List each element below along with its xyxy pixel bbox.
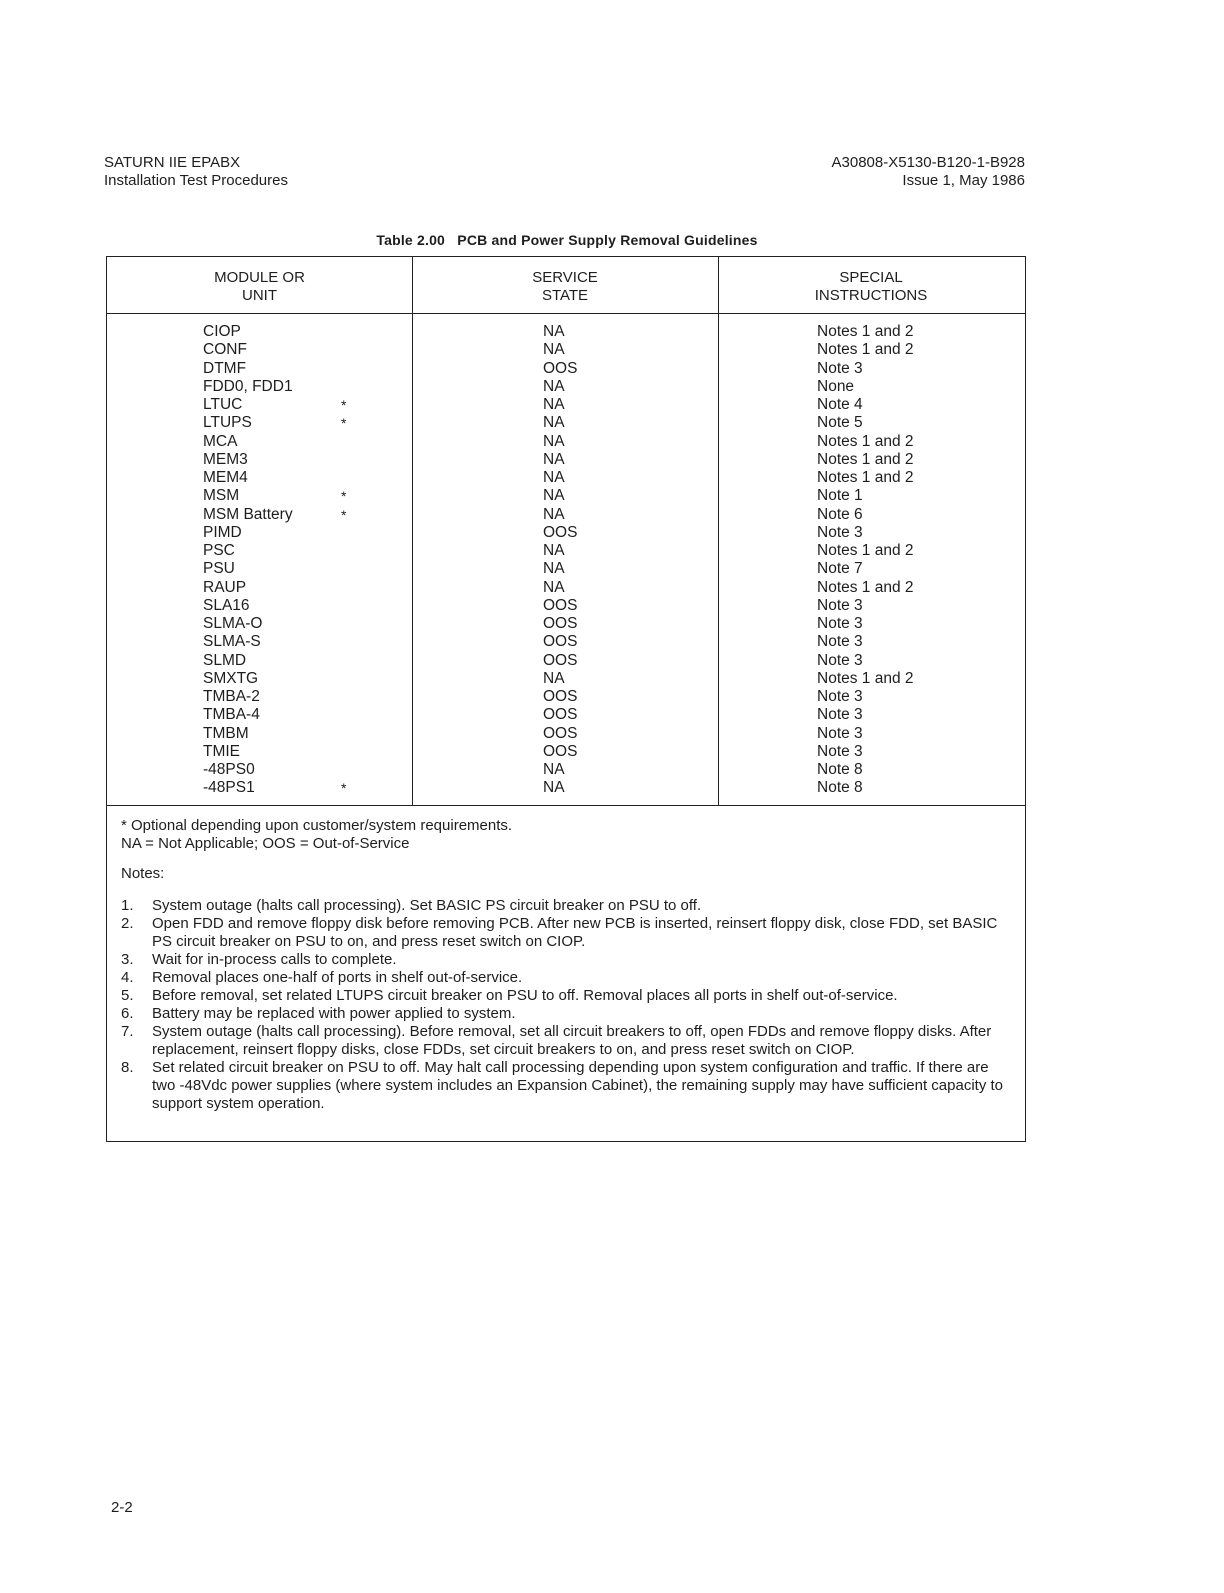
note-item [121,897,1005,915]
instructions-cell: Notes 1 and 2 [817,450,914,468]
table-row [107,560,1025,578]
note-item [121,1023,1005,1059]
module-cell: LTUC [203,396,243,413]
instructions-cell: Note 3 [817,651,863,669]
service-state-cell: NA [543,396,565,413]
module-cell: -48PS0 [203,761,255,778]
module-cell: PSU [203,560,235,578]
table-row [107,414,1025,432]
service-state-cell: OOS [543,633,578,651]
note-text: Set related circuit breaker on PSU to off. May halt call processing depending upon system configuration and traffic. If there are two -48Vdc power supplies (where system includes an Expansion Cabinet), the remaining supply may have sufficient capacity to support system operation. [152,1059,1003,1112]
abbreviation-legend: NA = Not Applicable; OOS = Out-of-Service [121,835,410,852]
service-state-cell: OOS [543,615,578,632]
instructions-cell: Notes 1 and 2 [817,432,914,450]
service-state-cell: OOS [543,359,578,377]
module-cell: TMBA-4 [203,706,260,724]
table-row [107,524,1025,542]
note-item [121,987,1005,1005]
service-state-cell: NA [543,432,565,450]
body-divider [107,805,1025,806]
instructions-cell: Note 1 [817,487,863,505]
module-cell: LTUPS [203,414,252,432]
table-row [107,743,1025,761]
module-cell: MCA [203,432,238,450]
table-row [107,360,1025,378]
table-footnotes [121,817,1005,1113]
column-header-line: INSTRUCTIONS [814,287,928,304]
column-header-line: SERVICE [532,269,598,286]
page-number: 2-2 [111,1499,133,1516]
table-row [107,688,1025,706]
column-header-line: SPECIAL [839,269,903,286]
module-cell: CONF [203,341,247,359]
instructions-cell: Notes 1 and 2 [817,323,914,340]
module-cell: TMBM [203,724,249,742]
service-state-cell: OOS [543,688,578,705]
instructions-cell: None [817,377,855,395]
instructions-cell: Note 8 [817,779,863,797]
module-cell: SLMD [203,651,247,669]
note-item [121,1005,1005,1023]
module-cell: TMIE [203,742,241,760]
note-text: Open FDD and remove floppy disk before removing PCB. After new PCB is inserted, reinsert floppy disk, close FDD, set BASIC PS circuit breaker on PSU to on, and press reset switch on CIOP. [152,915,998,950]
instructions-cell: Note 3 [817,724,863,742]
column-header-service-state [412,257,718,313]
module-cell: SLA16 [203,596,250,614]
instructions-cell: Note 3 [817,359,863,377]
instructions-cell: Notes 1 and 2 [817,341,914,359]
note-text: System outage (halts call processing). Before removal, set all circuit breakers to off, open FDDs and remove floppy disks. After replacement, reinsert floppy disks, close FDDs, set circuit breakers to on, and press reset switch on CIOP. [152,1023,992,1058]
table-caption: Table 2.00 PCB and Power Supply Removal Guidelines [376,232,758,248]
instructions-cell: Note 4 [817,396,863,413]
table-row [107,396,1025,414]
module-cell: PSC [203,542,235,559]
service-state-cell: NA [543,341,565,359]
table-row [107,597,1025,615]
table-row [107,378,1025,396]
table-row [107,615,1025,633]
service-state-cell: NA [543,669,565,687]
module-cell: SMXTG [203,669,259,687]
issue-date: Issue 1, May 1986 [902,172,1025,189]
service-state-cell: NA [543,323,565,340]
instructions-cell: Notes 1 and 2 [817,578,914,596]
note-number: 3. [121,951,134,968]
note-item [121,951,1005,969]
table-row [107,341,1025,359]
optional-marker: * [341,506,347,523]
table-row [107,725,1025,743]
header-right [700,154,1025,190]
instructions-cell: Note 3 [817,742,863,760]
module-cell: DTMF [203,359,247,377]
note-text: Removal places one-half of ports in shelf out-of-service. [152,969,523,986]
header-left [104,154,288,190]
table-row [107,323,1025,341]
module-cell: SLMA-O [203,615,263,632]
note-item [121,915,1005,951]
note-number: 1. [121,897,134,914]
module-cell: FDD0, FDD1 [203,377,293,395]
product-name: SATURN IIE EPABX [104,154,241,171]
note-item [121,1059,1005,1113]
instructions-cell: Note 6 [817,505,863,523]
service-state-cell: NA [543,542,565,559]
table-row [107,652,1025,670]
note-text: Battery may be replaced with power applied to system. [152,1005,516,1022]
instructions-cell: Note 5 [817,414,863,432]
module-cell: MEM4 [203,469,248,486]
note-text: System outage (halts call processing). Set BASIC PS circuit breaker on PSU to off. [152,897,702,914]
document-number: A30808-X5130-B120-1-B928 [831,154,1025,171]
module-cell: PIMD [203,523,242,541]
instructions-cell: Notes 1 and 2 [817,669,914,687]
instructions-cell: Note 7 [817,560,863,578]
note-number: 4. [121,969,134,986]
service-state-cell: NA [543,414,565,432]
table-row [107,633,1025,651]
service-state-cell: NA [543,761,565,778]
column-header-instructions [718,257,1024,313]
instructions-cell: Notes 1 and 2 [817,469,914,486]
module-cell: MSM [203,487,240,505]
table-row [107,451,1025,469]
service-state-cell: OOS [543,706,578,724]
note-item [121,969,1005,987]
notes-list [121,897,1005,1113]
instructions-cell: Notes 1 and 2 [817,542,914,559]
optional-marker: * [341,415,347,432]
service-state-cell: NA [543,779,565,797]
header-divider [107,313,1025,314]
module-cell: SLMA-S [203,633,261,651]
service-state-cell: OOS [543,724,578,742]
table-row [107,542,1025,560]
module-cell: RAUP [203,578,247,596]
note-number: 8. [121,1059,134,1076]
service-state-cell: NA [543,505,565,523]
instructions-cell: Note 3 [817,523,863,541]
table-row [107,506,1025,524]
column-header-line: MODULE OR [214,269,305,286]
service-state-cell: NA [543,578,565,596]
module-cell: TMBA-2 [203,688,260,705]
notes-label: Notes: [121,865,165,882]
module-cell: MEM3 [203,450,248,468]
document-title: Installation Test Procedures [104,172,288,189]
service-state-cell: NA [543,487,565,505]
column-header-line: UNIT [242,287,277,304]
module-cell: MSM Battery [203,505,293,523]
instructions-cell: Note 3 [817,615,863,632]
removal-guidelines-table [106,256,1026,1142]
table-row [107,469,1025,487]
note-text: Before removal, set related LTUPS circuit breaker on PSU to off. Removal places all ports in shelf out-of-service. [152,987,898,1004]
module-cell: -48PS1 [203,779,255,797]
note-number: 7. [121,1023,134,1040]
column-header-module [107,257,412,313]
table-row [107,579,1025,597]
table-row [107,779,1025,797]
optional-marker: * [341,488,347,505]
instructions-cell: Note 3 [817,706,863,724]
note-text: Wait for in-process calls to complete. [152,951,397,968]
table-row [107,761,1025,779]
service-state-cell: NA [543,560,565,578]
service-state-cell: OOS [543,523,578,541]
service-state-cell: OOS [543,596,578,614]
table-row [107,670,1025,688]
instructions-cell: Note 3 [817,596,863,614]
instructions-cell: Note 3 [817,633,863,651]
instructions-cell: Note 3 [817,688,863,705]
module-cell: CIOP [203,323,241,340]
optional-marker: * [341,397,347,413]
table-row [107,706,1025,724]
service-state-cell: NA [543,377,565,395]
table-row [107,433,1025,451]
service-state-cell: NA [543,450,565,468]
table-row [107,487,1025,505]
column-header-line: STATE [541,287,589,304]
note-number: 2. [121,915,134,932]
service-state-cell: OOS [543,651,578,669]
note-number: 5. [121,987,134,1004]
instructions-cell: Note 8 [817,761,863,778]
optional-footnote: * Optional depending upon customer/system requirements. [121,817,513,834]
note-number: 6. [121,1005,134,1022]
optional-marker: * [341,780,347,797]
service-state-cell: NA [543,469,565,486]
service-state-cell: OOS [543,742,578,760]
